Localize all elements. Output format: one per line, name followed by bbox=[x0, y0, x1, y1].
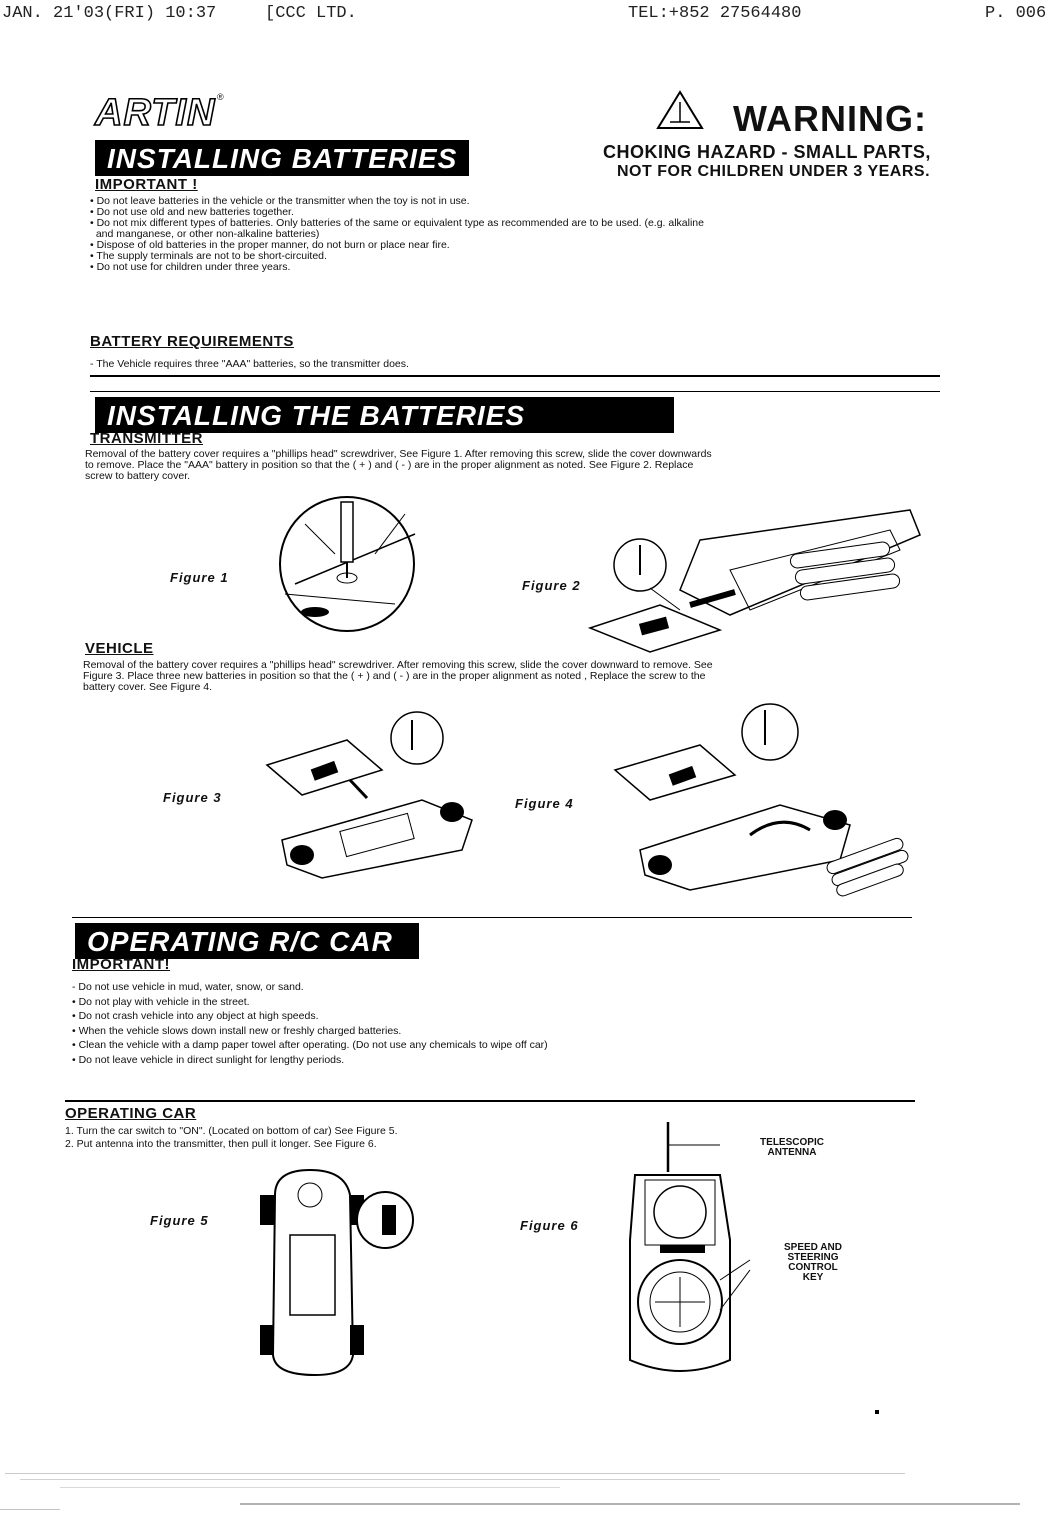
important-label: IMPORTANT ! bbox=[95, 176, 198, 193]
transmitter-instructions bbox=[85, 449, 712, 482]
list-item: • Do not mix different types of batteries. Only batteries of the same or equivalent type as recommended are to be used. (e.g. alkaline bbox=[90, 217, 704, 229]
fax-tel: TEL:+852 27564480 bbox=[628, 4, 802, 23]
section-divider bbox=[90, 375, 940, 377]
scan-noise bbox=[0, 1465, 1040, 1520]
operating-steps bbox=[65, 1125, 398, 1151]
warning-title: WARNING: bbox=[733, 98, 927, 139]
section-divider bbox=[90, 391, 940, 392]
paragraph-line: Removal of the battery cover requires a "phillips head" screwdriver. After removing this screw, slide the cover downward to remove. See bbox=[83, 659, 713, 671]
vehicle-label: VEHICLE bbox=[85, 640, 154, 657]
list-item: • Do not leave batteries in the vehicle or the transmitter when the toy is not in use. bbox=[90, 195, 470, 207]
section-divider bbox=[65, 1100, 915, 1102]
section-banner-installing-the-batteries: INSTALLING THE BATTERIES bbox=[95, 397, 674, 433]
operating-car-label: OPERATING CAR bbox=[65, 1105, 197, 1122]
list-item: • Dispose of old batteries in the proper manner, do not burn or place near fire. bbox=[90, 239, 450, 251]
figure-3-vehicle-cover-illustration bbox=[262, 710, 480, 880]
transmitter-label: TRANSMITTER bbox=[90, 430, 203, 447]
list-item: - Do not use vehicle in mud, water, snow, or sand. bbox=[72, 981, 304, 993]
list-item: • The supply terminals are not to be short-circuited. bbox=[90, 250, 327, 262]
list-item: • Clean the vehicle with a damp paper towel after operating. (Do not use any chemicals to wipe off car) bbox=[72, 1039, 548, 1051]
battery-warnings-list bbox=[90, 196, 704, 273]
paragraph-line: Removal of the battery cover requires a "phillips head" screwdriver, See Figure 1. After removing this screw, slide the cover downwards bbox=[85, 448, 712, 460]
fax-company: [CCC LTD. bbox=[265, 4, 357, 23]
list-item: 1. Turn the car switch to "ON". (Located on bottom of car) See Figure 5. bbox=[65, 1125, 398, 1137]
section-banner-operating-rc-car: OPERATING R/C CAR bbox=[75, 923, 419, 959]
callout-telescopic-antenna: TELESCOPIC ANTENNA bbox=[760, 1137, 824, 1158]
section-banner-installing-batteries: INSTALLING BATTERIES bbox=[95, 140, 469, 176]
list-item: • Do not leave vehicle in direct sunlight for lengthy periods. bbox=[72, 1053, 345, 1066]
paragraph-line: Figure 3. Place three new batteries in position so that the ( + ) and ( - ) are in the proper alignment as noted , Replace the screw to the bbox=[83, 670, 706, 682]
figure-3-label: Figure 3 bbox=[163, 790, 222, 805]
callout-speed-steering-key: SPEED AND STEERING CONTROL KEY bbox=[784, 1242, 842, 1283]
figure-6-label: Figure 6 bbox=[520, 1218, 579, 1233]
paragraph-line: battery cover. See Figure 4. bbox=[83, 681, 212, 693]
fax-page: P. 006 bbox=[985, 4, 1046, 23]
figure-4-vehicle-battery-illustration bbox=[610, 700, 910, 895]
figure-2-transmitter-battery-illustration bbox=[590, 500, 925, 655]
important-label: IMPORTANT! bbox=[72, 956, 171, 973]
vehicle-instructions bbox=[83, 660, 713, 693]
list-item: • Do not use old and new batteries together. bbox=[90, 206, 294, 218]
list-item: • Do not crash vehicle into any object at high speeds. bbox=[72, 1010, 319, 1022]
list-item: 2. Put antenna into the transmitter, then pull it longer. See Figure 6. bbox=[65, 1138, 377, 1150]
battery-requirements-text: - The Vehicle requires three "AAA" batteries, so the transmitter does. bbox=[90, 358, 409, 370]
warning-line-1: CHOKING HAZARD - SMALL PARTS, bbox=[603, 142, 931, 162]
list-item: and manganese, or other non-alkaline batteries) bbox=[90, 228, 320, 240]
section-divider bbox=[72, 917, 912, 918]
brand-logo: ARTIN bbox=[95, 92, 216, 134]
figure-1-label: Figure 1 bbox=[170, 570, 229, 585]
list-item: • Do not play with vehicle in the street. bbox=[72, 995, 250, 1008]
figure-5-label: Figure 5 bbox=[150, 1213, 209, 1228]
scan-speck bbox=[875, 1410, 879, 1414]
figure-1-screwdriver-illustration bbox=[275, 494, 420, 634]
registered-mark: ® bbox=[217, 92, 224, 102]
list-item: • Do not use for children under three years. bbox=[90, 261, 291, 273]
fax-date: JAN. 21'03(FRI) 10:37 bbox=[2, 4, 217, 23]
warning-triangle-icon bbox=[655, 88, 705, 130]
figure-2-label: Figure 2 bbox=[522, 578, 581, 593]
warning-line-2: NOT FOR CHILDREN UNDER 3 YEARS. bbox=[617, 163, 931, 180]
paragraph-line: screw to battery cover. bbox=[85, 470, 191, 482]
battery-requirements-label: BATTERY REQUIREMENTS bbox=[90, 333, 294, 350]
figure-6-transmitter-illustration bbox=[620, 1120, 750, 1382]
list-item: • When the vehicle slows down install new or freshly charged batteries. bbox=[72, 1024, 402, 1037]
paragraph-line: to remove. Place the "AAA" battery in position so that the ( + ) and ( - ) are in the proper alignment as noted. See Figure 2. Replace bbox=[85, 459, 694, 471]
operating-warnings-list bbox=[72, 980, 548, 1067]
figure-5-car-underside-illustration bbox=[255, 1165, 415, 1380]
figure-4-label: Figure 4 bbox=[515, 796, 574, 811]
